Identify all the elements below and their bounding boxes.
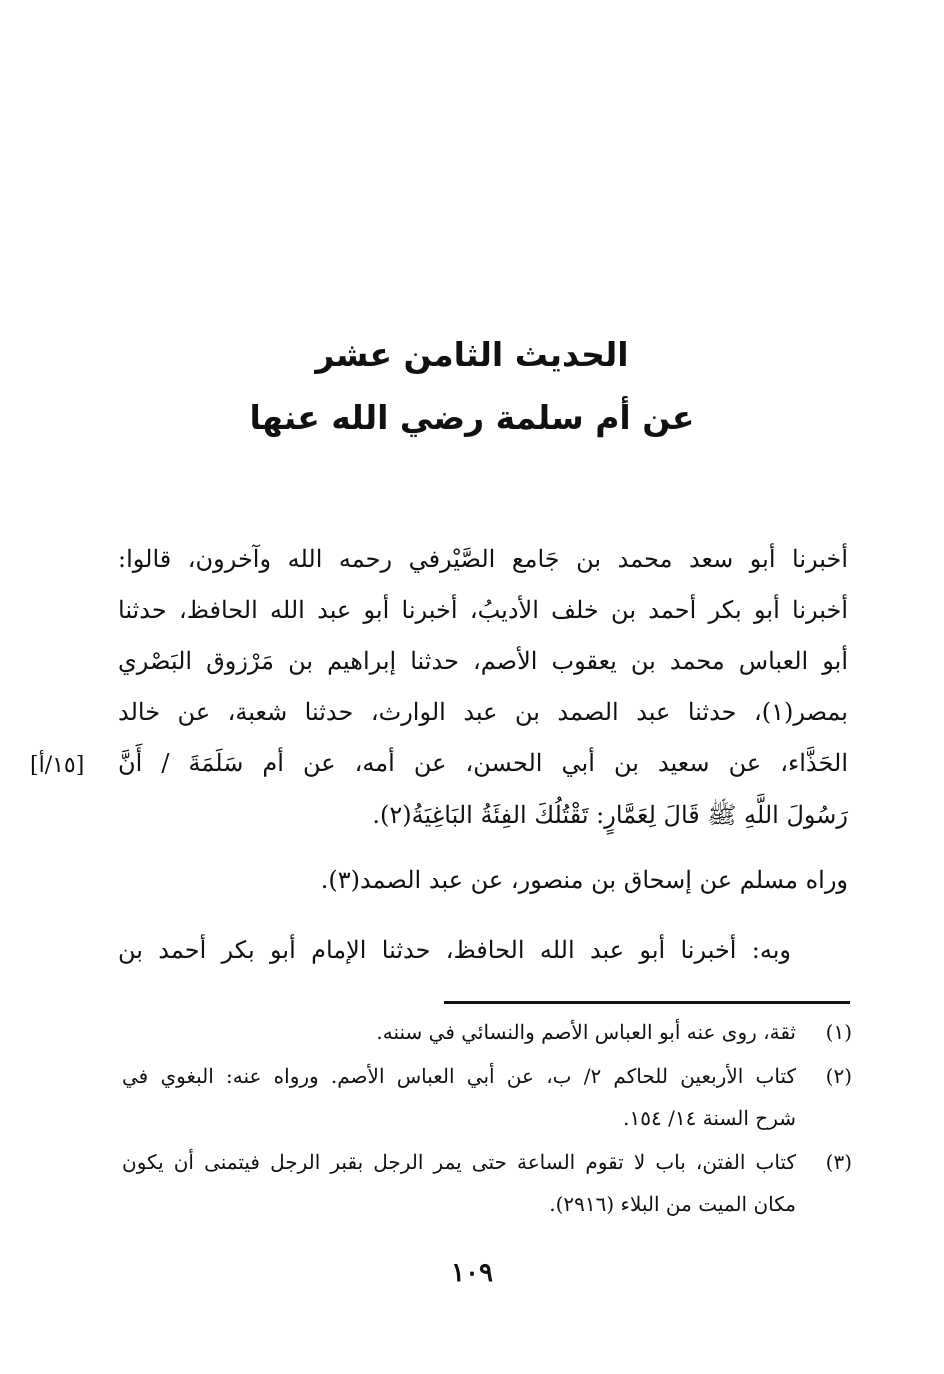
manuscript-folio-marker: [١٥/أ] [30, 753, 85, 778]
body-line: أخبرنا أبو سعد محمد بن جَامع الصَّيْرفي رحمه الله وآخرون، قالوا: [118, 545, 848, 573]
footnote-line: مكان الميت من البلاء (٢٩١٦). [549, 1192, 796, 1216]
body-line: رَسُولَ اللَّهِ ﷺ قَالَ لِعَمَّارٍ: تَقْتُلُكَ الفِئَةُ البَاغِيَةُ(٢). [372, 801, 848, 829]
body-line: الحَذَّاء، عن سعيد بن أبي الحسن، عن أمه، عن أم سَلَمَةَ / أَنَّ [118, 749, 848, 777]
page-number: ١٠٩ [451, 1258, 493, 1288]
body-line: وراه مسلم عن إسحاق بن منصور، عن عبد الصمد(٣). [320, 866, 848, 894]
footnote-line: كتاب الفتن، باب لا تقوم الساعة حتى يمر الرجل بقبر الرجل فيتمنى أن يكون [122, 1150, 796, 1174]
footnote-separator [444, 1001, 850, 1004]
footnote-line: شرح السنة ١٤/ ١٥٤. [623, 1106, 796, 1130]
footnote-number: (١) [825, 1020, 852, 1044]
footnote-number: (٣) [825, 1150, 852, 1174]
body-line: أخبرنا أبو بكر أحمد بن خلف الأديبُ، أخبرنا أبو عبد الله الحافظ، حدثنا [118, 596, 848, 624]
body-line: وبه: أخبرنا أبو عبد الله الحافظ، حدثنا الإمام أبو بكر أحمد بن [118, 936, 791, 964]
body-line: بمصر(١)، حدثنا عبد الصمد بن عبد الوارث، حدثنا شعبة، عن خالد [118, 698, 848, 726]
chapter-subtitle: عن أم سلمة رضي الله عنها [249, 398, 695, 437]
footnote-line: ثقة، روى عنه أبو العباس الأصم والنسائي في سننه. [376, 1020, 796, 1044]
footnote-number: (٢) [825, 1064, 852, 1088]
body-line: أبو العباس محمد بن يعقوب الأصم، حدثنا إبراهيم بن مَرْزوق البَصْري [118, 647, 848, 675]
footnote-line: كتاب الأربعين للحاكم ٢/ ب، عن أبي العباس الأصم. ورواه عنه: البغوي في [122, 1064, 797, 1088]
chapter-title: الحديث الثامن عشر [315, 335, 629, 374]
